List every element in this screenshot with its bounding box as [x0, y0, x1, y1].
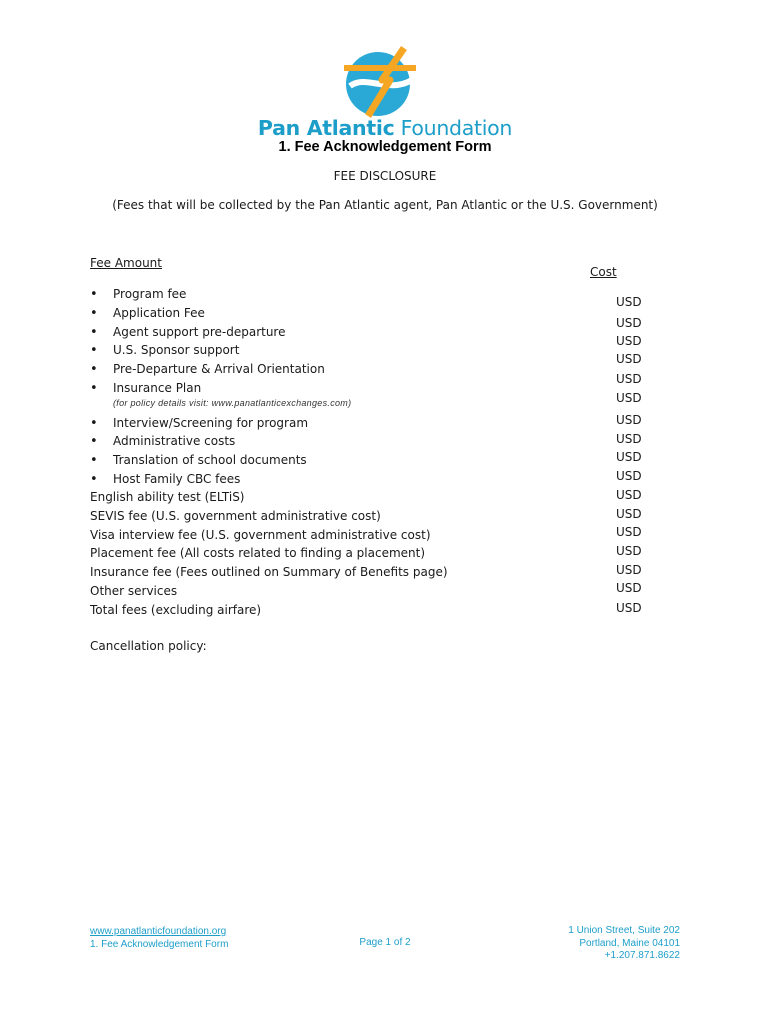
usd-cost-label: USD — [616, 391, 642, 405]
usd-cost-label: USD — [616, 295, 642, 309]
fee-item: Application Fee — [113, 306, 205, 320]
fee-item: Host Family CBC fees — [113, 472, 241, 486]
usd-cost-label: USD — [616, 372, 642, 386]
policy-note: (for policy details visit: www.panatlanticexchanges.com) — [113, 398, 352, 408]
footer-address-line-2: Portland, Maine 04101 — [579, 937, 680, 949]
fee-item: English ability test (ELTiS) — [90, 490, 245, 504]
form-title: 1. Fee Acknowledgement Form — [278, 139, 492, 155]
brand-name-bold: Pan Atlantic — [257, 116, 395, 140]
bullet-icon: • — [90, 343, 98, 358]
footer-address-line-1: 1 Union Street, Suite 202 — [568, 925, 680, 936]
bullet-icon: • — [90, 416, 98, 431]
usd-cost-label: USD — [616, 525, 642, 539]
fee-item: U.S. Sponsor support — [113, 343, 240, 357]
usd-cost-label: USD — [616, 469, 642, 483]
usd-cost-label: USD — [616, 413, 642, 427]
fee-item: Administrative costs — [113, 434, 236, 448]
bullet-icon: • — [90, 434, 98, 449]
fee-item: Other services — [90, 584, 178, 598]
bullet-icon: • — [90, 453, 98, 468]
usd-cost-label: USD — [616, 507, 642, 521]
pan-atlantic-logo-icon — [342, 44, 418, 120]
fee-item: Agent support pre-departure — [113, 325, 286, 339]
fee-item: Visa interview fee (U.S. government administrative cost) — [90, 528, 431, 542]
usd-cost-label: USD — [616, 563, 642, 577]
disclosure-subtitle: (Fees that will be collected by the Pan Atlantic agent, Pan Atlantic or the U.S. Government) — [112, 198, 658, 212]
brand-name — [0, 116, 770, 140]
usd-cost-label: USD — [616, 334, 642, 348]
usd-cost-label: USD — [616, 601, 642, 615]
brand-name-light: Foundation — [400, 116, 513, 140]
cancellation-policy: Cancellation policy: — [90, 639, 207, 653]
fee-item: SEVIS fee (U.S. government administrative cost) — [90, 509, 381, 523]
usd-cost-label: USD — [616, 432, 642, 446]
bullet-icon: • — [90, 381, 98, 396]
fee-item: Total fees (excluding airfare) — [90, 603, 262, 617]
disclosure-heading: FEE DISCLOSURE — [333, 169, 437, 183]
footer-form-name: 1. Fee Acknowledgement Form — [90, 939, 229, 950]
bullet-icon: • — [90, 472, 98, 487]
fee-item: Insurance fee (Fees outlined on Summary of Benefits page) — [90, 565, 448, 579]
cost-header: Cost — [590, 265, 617, 279]
usd-cost-label: USD — [616, 316, 642, 330]
usd-cost-label: USD — [616, 352, 642, 366]
footer-page-number: Page 1 of 2 — [359, 937, 411, 948]
bullet-icon: • — [90, 362, 98, 377]
fee-item: Insurance Plan — [113, 381, 202, 395]
bullet-icon: • — [90, 306, 98, 321]
fee-item: Program fee — [113, 287, 187, 301]
fee-amount-header: Fee Amount — [90, 256, 162, 270]
fee-item: Pre-Departure & Arrival Orientation — [113, 362, 325, 376]
footer-website-link[interactable]: www.panatlanticfoundation.org — [90, 926, 227, 937]
fee-item: Placement fee (All costs related to finding a placement) — [90, 546, 426, 560]
footer-phone: +1.207.871.8622 — [604, 950, 680, 961]
usd-cost-label: USD — [616, 544, 642, 558]
usd-cost-label: USD — [616, 450, 642, 464]
usd-cost-label: USD — [616, 488, 642, 502]
fee-item: Interview/Screening for program — [113, 416, 309, 430]
usd-cost-label: USD — [616, 581, 642, 595]
fee-item: Translation of school documents — [113, 453, 307, 467]
bullet-icon: • — [90, 325, 98, 340]
bullet-icon: • — [90, 287, 98, 302]
footer-address — [480, 925, 680, 963]
